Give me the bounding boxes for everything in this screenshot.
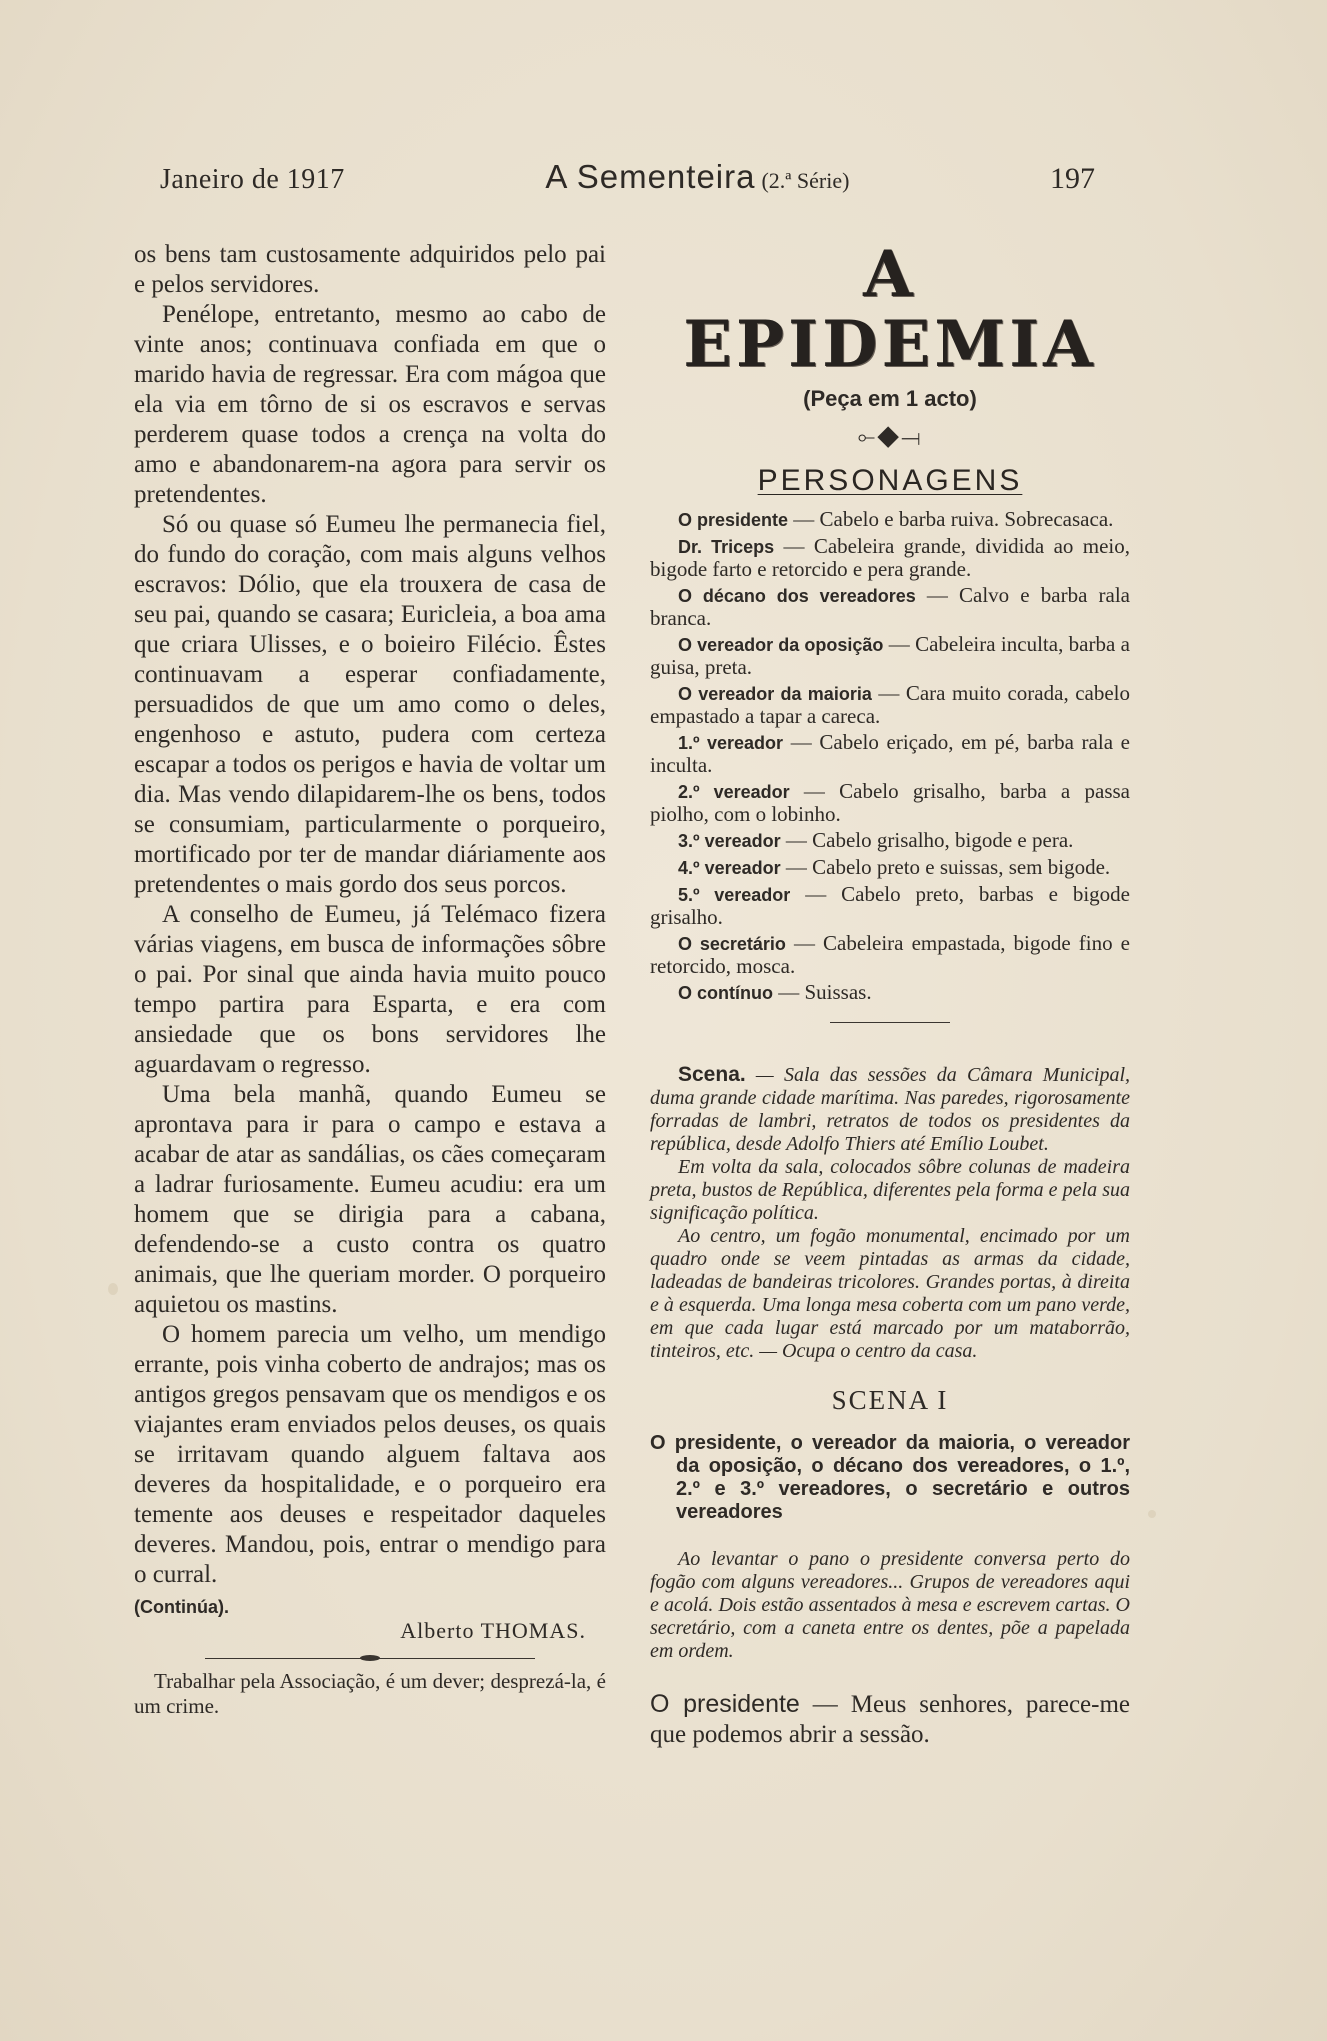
scene-description (650, 1063, 1130, 1363)
cast-desc: Calvo e barba rala branca. (650, 583, 1131, 630)
cast-entry: 2.º vereador — Cabelo grisalho, barba a passa piolho, com o lobinho. (650, 779, 1130, 826)
scene-paragraph: Ao centro, um fogão monumental, encimado por um quadro onde se veem pintadas as armas da cidade, ladeadas de bandeiras tricolores. Grandes portas, à direita e à esquerda. Uma longa mesa coberta com um pano verde, em que cada lugar está marcado por um mataborrão, tinteiros, etc. — Ocupa o centro da casa. (650, 1225, 1130, 1362)
cast-role: 2.º vereador (678, 782, 790, 802)
cast-entry: 3.º vereador — Cabelo grisalho, bigode e pera. (678, 828, 1074, 852)
divider (205, 1658, 535, 1659)
scene-paragraph: Em volta da sala, colocados sôbre colunas de madeira preta, bustos de República, diferentes pela forma e pela sua significação política. (650, 1156, 1130, 1224)
page-number: 197 (1049, 162, 1095, 195)
cast-list (650, 508, 1130, 1004)
cast-desc: Cabelo eriçado, em pé, barba rala e inculta. (650, 730, 1130, 777)
cast-entry: 1.º vereador — Cabelo eriçado, em pé, barba rala e inculta. (650, 730, 1130, 777)
ornament: ⟜◆⟞ (857, 424, 923, 449)
cast-role: O presidente (678, 510, 789, 530)
cast-desc: Cabeleira grande, dividida ao meio, bigode farto e retorcido e pera grande. (650, 534, 1130, 581)
cast-entry: 5.º vereador — Cabelo preto, barbas e bigode grisalho. (650, 882, 1130, 929)
page-header (160, 158, 1095, 202)
divider-ornament (360, 1655, 380, 1661)
speaker: O presidente (650, 1690, 800, 1718)
cast-role: O contínuo (678, 983, 773, 1003)
dialogue-line: O presidente — Meus senhores, parece-me que podemos abrir a sessão. (650, 1690, 1131, 1748)
header-serie: (2.ª Série) (761, 168, 850, 193)
cast-role: 5.º vereador (678, 885, 791, 905)
scene-paragraph: Scena. — Sala das sessões da Câmara Municipal, duma grande cidade marítima. Nas paredes, rigorosamente forradas de lambri, retratos de todos os presidentes da república, desde Adolfo Thiers até Emílio Loubet. (650, 1063, 1130, 1155)
right-column (650, 237, 1131, 1750)
header-masthead (545, 158, 849, 196)
scene-lead: Scena. (678, 1063, 746, 1086)
cast-role: O vereador da oposição (678, 635, 884, 655)
cast-desc: Cabelo grisalho, barba a passa piolho, com o lobinho. (650, 779, 1130, 826)
cast-role: 4.º vereador (678, 858, 781, 878)
cast-desc: Cabelo grisalho, bigode e pera. (812, 828, 1074, 852)
paragraph: O homem parecia um velho, um mendigo errante, pois vinha coberto de andrajos; mas os antigos gregos pensavam que os mendigos e os viajantes eram enviados pelos deuses, os quais se irritavam quando alguem faltava aos deveres da hospitalidade, e o porqueiro era temente aos deuses e respeitador daqueles deveres. Mandou, pois, entrar o mendigo para o curral. (134, 1321, 606, 1588)
cast-entry: O presidente — Cabelo e barba ruiva. Sobrecasaca. (678, 507, 1114, 531)
cast-role: O vereador da maioria (678, 684, 872, 704)
continua-note: (Continúa). (134, 1597, 229, 1617)
cast-desc: Suissas. (804, 980, 872, 1004)
header-title: A Sementeira (545, 158, 756, 195)
cast-desc: Cabeleira inculta, barba a guisa, preta. (650, 632, 1130, 679)
paragraph: A conselho de Eumeu, já Telémaco fizera várias viagens, em busca de informações sôbre o pai. Por sinal que ainda havia muito pouco tempo partira para Esparta, e era com ansiedade que os bons servidores lhe aguardavam o regresso. (134, 901, 606, 1078)
cast-role: 1.º vereador (678, 733, 784, 753)
cast-desc: Cabelo e barba ruiva. Sobrecasaca. (819, 507, 1114, 531)
cast-entry: O contínuo — Suissas. (678, 980, 872, 1004)
scene-text: Sala das sessões da Câmara Municipal, duma grande cidade marítima. Nas paredes, rigorosamente forradas de lambri, retratos de todos os presidentes da república, desde Adolfo Thiers até Emílio Loubet. (650, 1064, 1130, 1155)
cast-desc: Cabeleira empastada, bigode fino e retorcido, mosca. (650, 931, 1130, 978)
stage-direction: Ao levantar o pano o presidente conversa perto do fogão com alguns vereadores... Grupos de vereadores aqui e acolá. Dois estão assentados à mesa e escrevem cartas. O secretário, com a caneta entre os dentes, põe a papelada em ordem. (650, 1548, 1130, 1662)
play-subtitle: (Peça em 1 acto) (803, 386, 977, 411)
divider (830, 1022, 950, 1023)
speech-text: Meus senhores, parece-me que podemos abrir a sessão. (650, 1691, 1131, 1748)
scene-heading: SCENA I (831, 1385, 949, 1415)
cast-role: Dr. Triceps (678, 537, 775, 557)
left-column (134, 240, 606, 1719)
cast-role: O décano dos vereadores (678, 586, 916, 606)
cast-entry: O décano dos vereadores — Calvo e barba rala branca. (650, 583, 1131, 630)
cast-desc: Cabelo preto, barbas e bigode grisalho. (650, 882, 1130, 929)
scene-characters: O presidente, o vereador da maioria, o vereador da oposição, o décano dos vereadores, o 1.º, 2.º e 3.º vereadores, o secretário e outros vereadores (650, 1432, 1130, 1523)
personagens-heading: PERSONAGENS (757, 464, 1023, 497)
cast-desc: Cara muito corada, cabelo empastado a tapar a careca. (650, 681, 1130, 728)
cast-entry: O secretário — Cabeleira empastada, bigode fino e retorcido, mosca. (650, 931, 1130, 978)
header-date: Janeiro de 1917 (160, 164, 345, 195)
cast-role: O secretário (678, 934, 786, 954)
paper-speck (1148, 1510, 1156, 1518)
cast-entry: Dr. Triceps — Cabeleira grande, dividida ao meio, bigode farto e retorcido e pera grande. (650, 534, 1130, 581)
paragraph: Uma bela manhã, quando Eumeu se aprontava para ir para o campo e estava a acabar de atar as sandálias, os cães começaram a ladrar furiosamente. Eumeu acudiu: era um homem que se dirigia para a cabana, defendendo-se a custo contra os quatro animais, que lhe queriam morder. O porqueiro aquietou os mastins. (134, 1081, 606, 1318)
motto: Trabalhar pela Associação, é um dever; desprezá-la, é um crime. (134, 1669, 606, 1718)
paragraph: Penélope, entretanto, mesmo ao cabo de vinte anos; continuava confiada em que o marido havia de regressar. Era com mágoa que ela via em tôrno de si os escravos e servas perderem quase todos a crença na volta do amo e abandonarem-na agora para servir os pretendentes. (134, 301, 606, 508)
paragraph: os bens tam custosamente adquiridos pelo pai e pelos servidores. (134, 241, 606, 298)
paragraph: Só ou quase só Eumeu lhe permanecia fiel, do fundo do coração, com mais alguns velhos escravos: Dólio, que ela trouxera de casa de seu pai, quando se casara; Euricleia, a boa ama que criara Ulisses, e o boieiro Filécio. Êstes continuavam a esperar confiadamente, persuadidos de que um amo como o deles, engenhoso e astuto, pudera com certeza escapar a todos os perigos e havia de voltar um dia. Mas vendo dilapidarem-lhe os bens, todos se consumiam, particularmente o porqueiro, mortificado por ter de mandar diáriamente aos pretendentes o mais gordo dos seus porcos. (134, 511, 606, 898)
cast-entry: O vereador da maioria — Cara muito corada, cabelo empastado a tapar a careca. (650, 681, 1130, 728)
author-signature: Alberto THOMAS. (400, 1618, 586, 1643)
cast-desc: Cabelo preto e suissas, sem bigode. (812, 855, 1111, 879)
cast-entry: 4.º vereador — Cabelo preto e suissas, sem bigode. (678, 855, 1111, 879)
play-title: A EPIDEMIA (683, 237, 1097, 382)
paper-speck (108, 1283, 118, 1295)
cast-role: 3.º vereador (678, 831, 781, 851)
cast-entry: O vereador da oposição — Cabeleira inculta, barba a guisa, preta. (650, 632, 1130, 679)
